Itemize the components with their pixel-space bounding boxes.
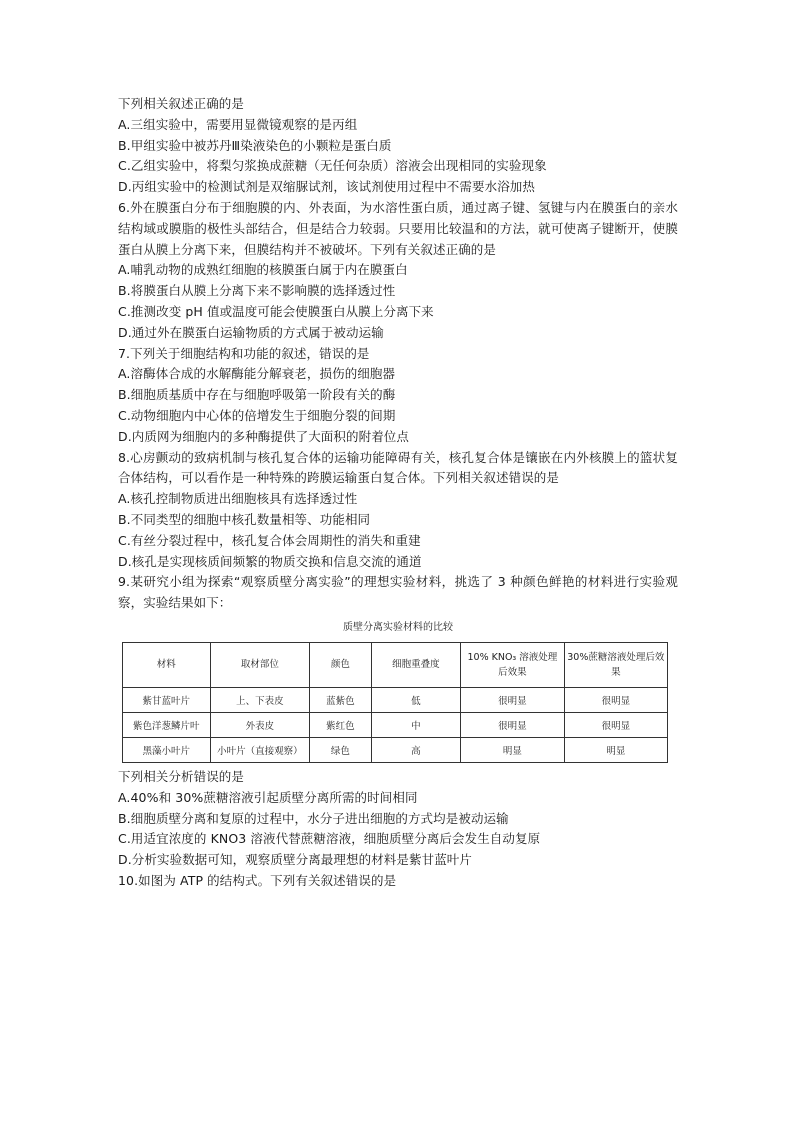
table-cell: 很明显 bbox=[564, 712, 667, 737]
q5-option-a: A.三组实验中，需要用显微镜观察的是丙组 bbox=[118, 116, 358, 132]
q6-option-d: D.通过外在膜蛋白运输物质的方式属于被动运输 bbox=[118, 324, 384, 340]
q8-option-a: A.核孔控制物质进出细胞核具有选择透过性 bbox=[118, 491, 358, 507]
table-cell: 紫红色 bbox=[310, 712, 372, 737]
q10-stem: 10.如图为 ATP 的结构式。下列有关叙述错误的是 bbox=[118, 872, 397, 888]
comparison-table bbox=[122, 642, 668, 763]
table-cell: 明显 bbox=[461, 737, 565, 762]
document-page bbox=[118, 94, 678, 892]
table-cell: 绿色 bbox=[310, 737, 372, 762]
q9-after-table: 下列相关分析错误的是 bbox=[118, 768, 245, 784]
table-header-cell: 30%蔗糖溶液处理后效果 bbox=[564, 642, 667, 687]
table-header-cell: 材料 bbox=[123, 642, 211, 687]
table-header-cell: 10% KNO₃ 溶液处理后效果 bbox=[461, 642, 565, 687]
table-cell: 黑藻小叶片 bbox=[123, 737, 211, 762]
q5-option-d: D.丙组实验中的检测试剂是双缩脲试剂，该试剂使用过程中不需要水浴加热 bbox=[118, 179, 535, 195]
table-cell: 蓝紫色 bbox=[310, 687, 372, 712]
table-caption: 质壁分离实验材料的比较 bbox=[343, 621, 453, 633]
q5-option-b: B.甲组实验中被苏丹Ⅲ染液染色的小颗粒是蛋白质 bbox=[118, 137, 392, 153]
table-cell: 紫甘蓝叶片 bbox=[123, 687, 211, 712]
q5-option-c: C.乙组实验中，将梨匀浆换成蔗糖（无任何杂质）溶液会出现相同的实验现象 bbox=[118, 158, 547, 174]
q8-option-b: B.不同类型的细胞中核孔数量相等、功能相同 bbox=[118, 511, 371, 527]
table-row bbox=[123, 687, 668, 712]
q6-option-c: C.推测改变 pH 值或温度可能会使膜蛋白从膜上分离下来 bbox=[118, 303, 434, 319]
table-header-cell: 取材部位 bbox=[210, 642, 309, 687]
q7-option-b: B.细胞质基质中存在与细胞呼吸第一阶段有关的酶 bbox=[118, 387, 396, 403]
table-cell: 中 bbox=[371, 712, 460, 737]
q6-option-b: B.将膜蛋白从膜上分离下来不影响膜的选择透过性 bbox=[118, 283, 396, 299]
table-header-cell: 细胞重叠度 bbox=[371, 642, 460, 687]
q9-option-a: A.40%和 30%蔗糖溶液引起质壁分离所需的时间相同 bbox=[118, 789, 418, 805]
table-header-row bbox=[123, 642, 668, 687]
table-cell: 低 bbox=[371, 687, 460, 712]
q9-option-b: B.细胞质壁分离和复原的过程中，水分子进出细胞的方式均是被动运输 bbox=[118, 810, 509, 826]
table-cell: 外表皮 bbox=[210, 712, 309, 737]
q8-option-d: D.核孔是实现核质间频繁的物质交换和信息交流的通道 bbox=[118, 553, 422, 569]
q7-option-d: D.内质网为细胞内的多种酶提供了大面积的附着位点 bbox=[118, 428, 409, 444]
table-row bbox=[123, 737, 668, 762]
q6-stem: 6.外在膜蛋白分布于细胞膜的内、外表面，为水溶性蛋白质，通过离子键、氢键与内在膜蛋白的亲水结构域或膜脂的极性头部结合，但是结合力较弱。只要用比较温和的方法，就可使离子键断开，使膜蛋白从膜上分离下来，但膜结构并不被破坏。下列有关叙述正确的是 bbox=[118, 199, 678, 257]
table-cell: 很明显 bbox=[461, 687, 565, 712]
table-cell: 高 bbox=[371, 737, 460, 762]
q8-option-c: C.有丝分裂过程中，核孔复合体会周期性的消失和重建 bbox=[118, 532, 421, 548]
table-row bbox=[123, 712, 668, 737]
table-header-cell: 颜色 bbox=[310, 642, 372, 687]
q9-option-c: C.用适宜浓度的 KNO3 溶液代替蔗糖溶液，细胞质壁分离后会发生自动复原 bbox=[118, 831, 541, 847]
table-cell: 上、下表皮 bbox=[210, 687, 309, 712]
table-cell: 小叶片（直接观察） bbox=[210, 737, 309, 762]
q9-option-d: D.分析实验数据可知，观察质壁分离最理想的材料是紫甘蓝叶片 bbox=[118, 852, 472, 868]
q7-stem: 7.下列关于细胞结构和功能的叙述，错误的是 bbox=[118, 345, 370, 361]
q5-prompt: 下列相关叙述正确的是 bbox=[118, 96, 245, 111]
table-cell: 明显 bbox=[564, 737, 667, 762]
table-cell: 很明显 bbox=[461, 712, 565, 737]
q7-option-a: A.溶酶体合成的水解酶能分解衰老，损伤的细胞器 bbox=[118, 366, 396, 382]
q9-stem: 9.某研究小组为探索“观察质壁分离实验”的理想实验材料，挑选了 3 种颜色鲜艳的材料进行实验观察，实验结果如下： bbox=[118, 574, 678, 611]
q6-option-a: A.哺乳动物的成熟红细胞的核膜蛋白属于内在膜蛋白 bbox=[118, 262, 408, 278]
table-cell: 紫色洋葱鳞片叶 bbox=[123, 712, 211, 737]
q7-option-c: C.动物细胞内中心体的倍增发生于细胞分裂的间期 bbox=[118, 407, 396, 423]
q8-stem: 8.心房颤动的致病机制与核孔复合体的运输功能障碍有关，核孔复合体是镶嵌在内外核膜上的篮状复合体结构，可以看作是一种特殊的跨膜运输蛋白复合体。下列相关叙述错误的是 bbox=[118, 449, 678, 486]
table-cell: 很明显 bbox=[564, 687, 667, 712]
